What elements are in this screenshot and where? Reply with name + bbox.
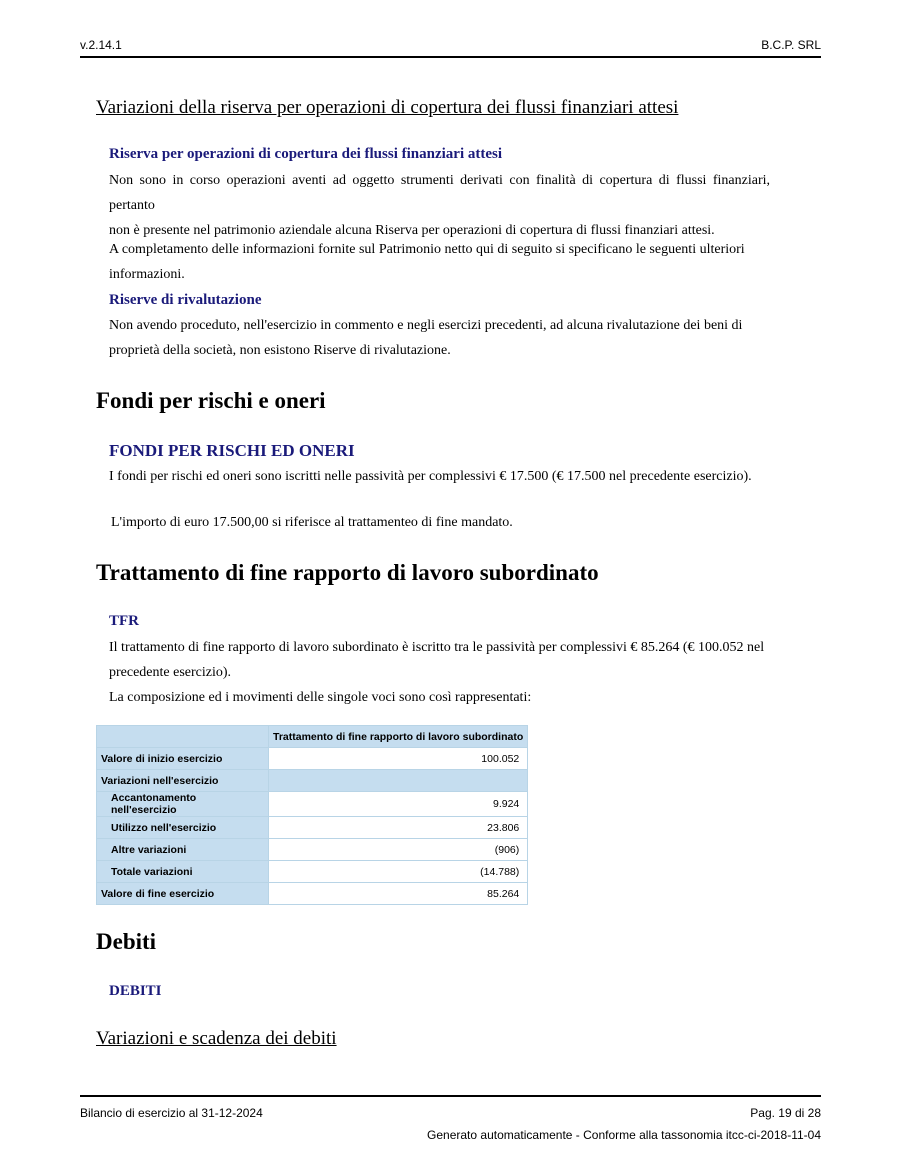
section-title-tfr: Trattamento di fine rapporto di lavoro subordinato bbox=[96, 560, 599, 585]
table-row bbox=[97, 748, 528, 770]
row-label: Accantonamento nell'esercizio bbox=[97, 792, 269, 817]
paragraph-line: non è presente nel patrimonio aziendale alcuna Riserva per operazioni di copertura di flussi finanziari attesi. bbox=[109, 223, 715, 238]
footer-report-title: Bilancio di esercizio al 31-12-2024 bbox=[80, 1106, 263, 1120]
section-title-debiti: Debiti bbox=[96, 929, 157, 954]
table-corner-cell bbox=[97, 726, 269, 748]
paragraph-line: Non avendo proceduto, nell'esercizio in commento e negli esercizi precedenti, ad alcuna rivalutazione dei beni di bbox=[109, 318, 743, 333]
subheading-riserva: Riserva per operazioni di copertura dei flussi finanziari attesi bbox=[109, 146, 503, 162]
paragraph-line: proprietà della società, non esistono Riserve di rivalutazione. bbox=[109, 343, 451, 358]
table-row bbox=[97, 817, 528, 839]
row-label: Valore di inizio esercizio bbox=[97, 748, 269, 770]
subheading-fondi: FONDI PER RISCHI ED ONERI bbox=[109, 441, 355, 460]
subheading-debiti: DEBITI bbox=[109, 983, 162, 999]
row-value: 85.264 bbox=[269, 883, 528, 905]
row-label: Altre variazioni bbox=[97, 839, 269, 861]
paragraph-line: informazioni. bbox=[109, 267, 185, 282]
table-header-row bbox=[97, 726, 528, 748]
version-label: v.2.14.1 bbox=[80, 38, 122, 52]
paragraph-tfr bbox=[109, 635, 770, 685]
table-row bbox=[97, 861, 528, 883]
page-header bbox=[80, 38, 821, 58]
section-title-fondi: Fondi per rischi e oneri bbox=[96, 388, 326, 413]
row-label: Variazioni nell'esercizio bbox=[97, 770, 269, 792]
footer-divider bbox=[80, 1095, 821, 1097]
page-number: Pag. 19 di 28 bbox=[750, 1106, 821, 1120]
table-column-header: Trattamento di fine rapporto di lavoro subordinato bbox=[269, 726, 528, 748]
row-label: Totale variazioni bbox=[97, 861, 269, 883]
paragraph-completamento bbox=[109, 237, 770, 287]
paragraph-fondi-importo: L'importo di euro 17.500,00 si riferisce al trattamenteo di fine mandato. bbox=[111, 515, 513, 530]
paragraph-line: precedente esercizio). bbox=[109, 665, 232, 680]
subheading-rivalutazione: Riserve di rivalutazione bbox=[109, 292, 262, 308]
paragraph-riserva bbox=[109, 168, 770, 243]
paragraph-tfr-composizione: La composizione ed i movimenti delle singole voci sono così rappresentati: bbox=[109, 690, 532, 705]
row-value: (906) bbox=[269, 839, 528, 861]
paragraph-line: Non sono in corso operazioni aventi ad oggetto strumenti derivati con finalità di copertura di flussi finanziari, pertanto bbox=[109, 173, 770, 213]
table-row bbox=[97, 770, 528, 792]
row-value bbox=[269, 770, 528, 792]
paragraph-line: Il trattamento di fine rapporto di lavoro subordinato è iscritto tra le passività per complessivi € 85.264 (€ 100.052 nel bbox=[109, 640, 765, 655]
footer-generated-note: Generato automaticamente - Conforme alla tassonomia itcc-ci-2018-11-04 bbox=[427, 1128, 821, 1142]
table-row bbox=[97, 839, 528, 861]
row-label: Valore di fine esercizio bbox=[97, 883, 269, 905]
row-label: Utilizzo nell'esercizio bbox=[97, 817, 269, 839]
row-value: 100.052 bbox=[269, 748, 528, 770]
tfr-table bbox=[96, 725, 528, 905]
section-title-riserva: Variazioni della riserva per operazioni di copertura dei flussi finanziari attesi bbox=[96, 97, 679, 118]
paragraph-fondi: I fondi per rischi ed oneri sono iscritti nelle passività per complessivi € 17.500 (€ 17.500 nel precedente esercizio). bbox=[109, 469, 752, 484]
table-row bbox=[97, 883, 528, 905]
paragraph-rivalutazione bbox=[109, 313, 770, 363]
paragraph-line: A completamento delle informazioni fornite sul Patrimonio netto qui di seguito si specificano le seguenti ulteriori bbox=[109, 242, 745, 257]
row-value: 23.806 bbox=[269, 817, 528, 839]
row-value: 9.924 bbox=[269, 792, 528, 817]
row-value: (14.788) bbox=[269, 861, 528, 883]
company-name: B.C.P. SRL bbox=[761, 38, 821, 52]
section-title-debiti-variazioni: Variazioni e scadenza dei debiti bbox=[96, 1028, 337, 1049]
table-row bbox=[97, 792, 528, 817]
subheading-tfr: TFR bbox=[109, 613, 139, 629]
